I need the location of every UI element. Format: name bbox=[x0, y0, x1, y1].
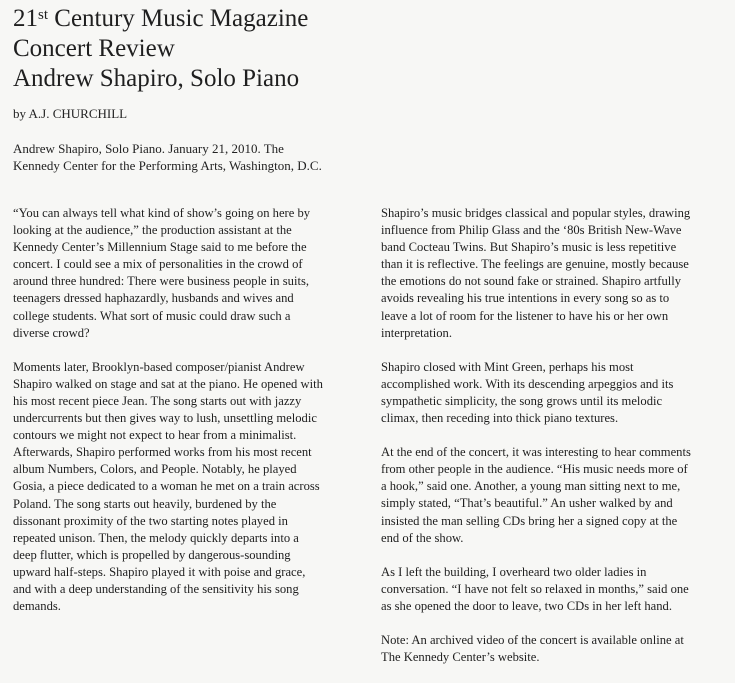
left-column bbox=[13, 205, 375, 632]
paragraph: Shapiro’s music bridges classical and popular styles, drawing influence from Philip Glass and the ‘80s British New-Wave band Cocteau Twins. But Shapiro’s music is less repetitive than it is reflective. The feelings are genuine, mostly because the emotions do not sound fake or strained. Shapiro artfully avoids revealing his true intentions in every song so as to leave a lot of room for the listener to have his or her own interpretation. bbox=[381, 206, 691, 340]
magazine-title: 21st Century Music Magazine bbox=[13, 5, 309, 32]
byline: by A.J. CHURCHILL bbox=[13, 106, 128, 121]
dateline-line: Kennedy Center for the Performing Arts, Washington, D.C. bbox=[13, 158, 322, 173]
paragraph: At the end of the concert, it was interesting to hear comments from other people in the audience. “His music needs more of a hook,” said one. Another, a young man sitting next to me, simply stated, “That’s beautiful.” An usher walked by and insisted the man selling CDs bring her a signed copy at the end of the show. bbox=[381, 445, 691, 545]
paragraph: Moments later, Brooklyn-based composer/pianist Andrew Shapiro walked on stage and sat at the piano. He opened with his most recent piece Jean. The song starts out with jazzy undercurrents but then gives way to lush, unsettling melodic contours we might not expect to hear from a minimalist. Afterwards, Shapiro performed works from his most recent album Numbers, Colors, and People. Notably, he played Gosia, a piece dedicated to a woman he met on a train across Poland. The song starts out heavily, burdened by the dissonant proximity of the two starting notes played in repeated unison. Then, the melody quickly departs into a deep flutter, which is propelled by dangerous-sounding upward half-steps. Shapiro played it with poise and grace, and with a deep understanding of the sensitivity his song demands. bbox=[13, 359, 323, 614]
archive-note: Note: An archived video of the concert is available online at The Kennedy Center’s website. bbox=[381, 632, 684, 665]
masthead bbox=[13, 4, 308, 94]
right-column bbox=[381, 205, 733, 683]
paragraph: As I left the building, I overheard two older ladies in conversation. “I have not felt so relaxed in months,” said one as she opened the door to leave, two CDs in her left hand. bbox=[381, 564, 689, 613]
dateline bbox=[13, 140, 373, 174]
paragraph: “You can always tell what kind of show’s going on here by looking at the audience,” the production assistant at the Kennedy Center’s Millennium Stage said to me before the concert. I could see a mix of personalities in the crowd of around three hundred: There were business people in suits, teenagers dressed haphazardly, husbands and wives and college students. What sort of music could draw such a diverse crowd? bbox=[13, 206, 311, 340]
section-title: Concert Review bbox=[13, 35, 175, 62]
article-title: Andrew Shapiro, Solo Piano bbox=[13, 65, 300, 92]
paragraph: Shapiro closed with Mint Green, perhaps his most accomplished work. With its descending arpeggios and its sympathetic simplicity, the song grows until its melodic climax, then receding into thick piano textures. bbox=[381, 359, 674, 426]
dateline-line: Andrew Shapiro, Solo Piano. January 21, 2010. The bbox=[13, 141, 284, 156]
